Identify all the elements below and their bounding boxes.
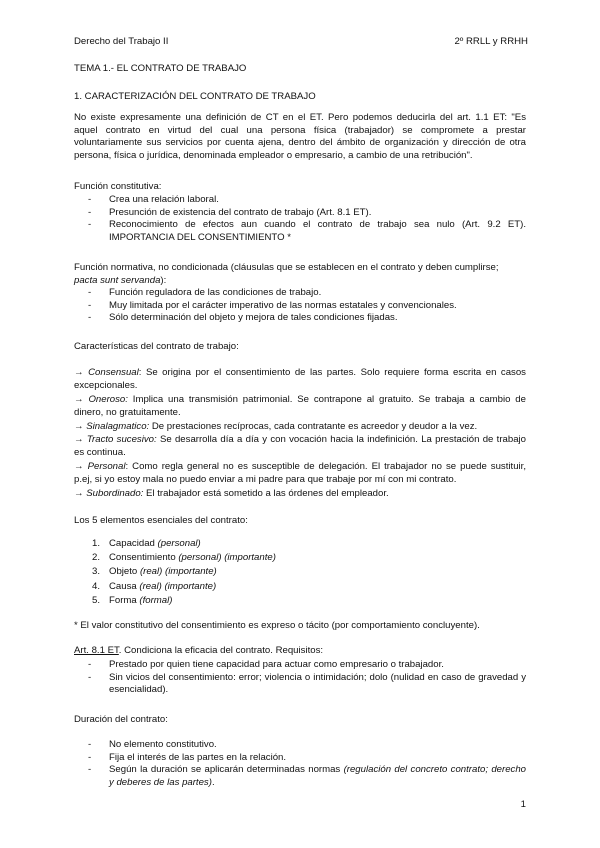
intro-paragraph xyxy=(74,112,526,162)
art81-list xyxy=(88,659,526,697)
funcion-normativa-title: Función normativa, no condicionada (cláusulas que se establecen en el contrato y deben cumplirse; pacta sunt servanda): xyxy=(74,262,499,286)
intro-line: persona, física o jurídica, denominada empleador o empresario, a cambio de una retribución". xyxy=(74,149,473,161)
nota-consentimiento: * El valor constitutivo del consentimiento es expreso o tácito (por comportamiento concluyente). xyxy=(74,620,480,631)
list-item: - No elemento constitutivo. xyxy=(88,739,217,750)
list-item: - Según la duración se aplicarán determinadas normas (regulación del concreto contrato; derecho y deberes de las partes). xyxy=(88,764,526,788)
list-item: 3. Objeto (real) (importante) xyxy=(92,566,217,578)
caracteristica-item: → Oneroso: Implica una transmisión patrimonial. Se contrapone al gratuito. Se trabaja a cambio de dinero, no gratuitamente. xyxy=(74,393,526,419)
duracion-list xyxy=(88,739,526,789)
art81-heading: Art. 8.1 ET. Condiciona la eficacia del contrato. Requisitos: xyxy=(74,645,324,656)
caracteristica-item: → Tracto sucesivo: Se desarrolla día a día y con vocación hacia la indefinición. La prestación de trabajo es continua. xyxy=(74,434,527,459)
duracion-title: Duración del contrato: xyxy=(74,714,168,725)
funcion-constitutiva-list xyxy=(88,194,526,244)
list-item: - Sin vicios del consentimiento: error; violencia o intimidación; dolo (nulidad en caso de gravedad y esencialidad). xyxy=(88,671,526,695)
tema-title: TEMA 1.- EL CONTRATO DE TRABAJO xyxy=(74,63,247,74)
funcion-normativa-list xyxy=(88,287,526,325)
list-item: - Función reguladora de las condiciones de trabajo. xyxy=(88,287,322,298)
intro-line: voluntariamente sus servicios por cuenta ajena, dentro del ámbito de organización y dirección de otra xyxy=(74,137,526,148)
section-title: 1. CARACTERIZACIÓN DEL CONTRATO DE TRABAJO xyxy=(74,91,316,102)
header-course: Derecho del Trabajo II xyxy=(74,36,169,47)
page-number: 1 xyxy=(520,799,526,810)
list-item: 5. Forma (formal) xyxy=(92,594,173,606)
list-item: - Crea una relación laboral. xyxy=(88,194,219,205)
list-item: - Reconocimiento de efectos aun cuando el contrato de trabajo sea nulo (Art. 9.2 ET). IMPORTANCIA DEL CONSENTIMIENTO * xyxy=(88,219,526,243)
list-item: - Sólo determinación del objeto y mejora de tales condiciones fijadas. xyxy=(88,312,398,323)
intro-line: aquel contrato en virtud del cual una persona física (trabajador) se compromete a prestar xyxy=(74,124,526,136)
elementos-title: Los 5 elementos esenciales del contrato: xyxy=(74,515,248,526)
list-item: 2. Consentimiento (personal) (importante) xyxy=(92,552,276,564)
caracteristica-item: → Consensual: Se origina por el consentimiento de las partes. Solo requiere forma escrita en casos excepcionales. xyxy=(74,367,526,392)
list-item: - Muy limitada por el carácter imperativo de las normas estatales y convencionales. xyxy=(88,299,457,311)
header-degree: 2º RRLL y RRHH xyxy=(454,36,528,47)
funcion-constitutiva-title: Función constitutiva: xyxy=(74,181,162,192)
caracteristicas-title: Características del contrato de trabajo: xyxy=(74,341,239,352)
list-item: - Prestado por quien tiene capacidad para actuar como empresario o trabajador. xyxy=(88,659,444,670)
caracteristica-item: → Personal: Como regla general no es susceptible de delegación. El trabajador no se puede sustituir, p.ej, si yo estoy mala no puedo enviar a mi padre para que trabaje por mí con mi contrato. xyxy=(74,460,526,486)
list-item: 1. Capacidad (personal) xyxy=(92,538,201,549)
list-item: - Presunción de existencia del contrato de trabajo (Art. 8.1 ET). xyxy=(88,206,372,218)
list-item: - Fija el interés de las partes en la relación. xyxy=(88,751,287,763)
caracteristica-item: → Subordinado: El trabajador está sometido a las órdenes del empleador. xyxy=(74,487,389,499)
list-item: 4. Causa (real) (importante) xyxy=(92,580,217,592)
elementos-list xyxy=(92,537,276,608)
caracteristicas-list xyxy=(74,366,526,500)
caracteristica-item: → Sinalagmatico: De prestaciones recíprocas, cada contratante es acreedor y deudor a la vez. xyxy=(74,420,478,432)
intro-line: No existe expresamente una definición de CT en el ET. Pero podemos deducirla del art. 1.1 ET: "Es xyxy=(74,112,526,123)
